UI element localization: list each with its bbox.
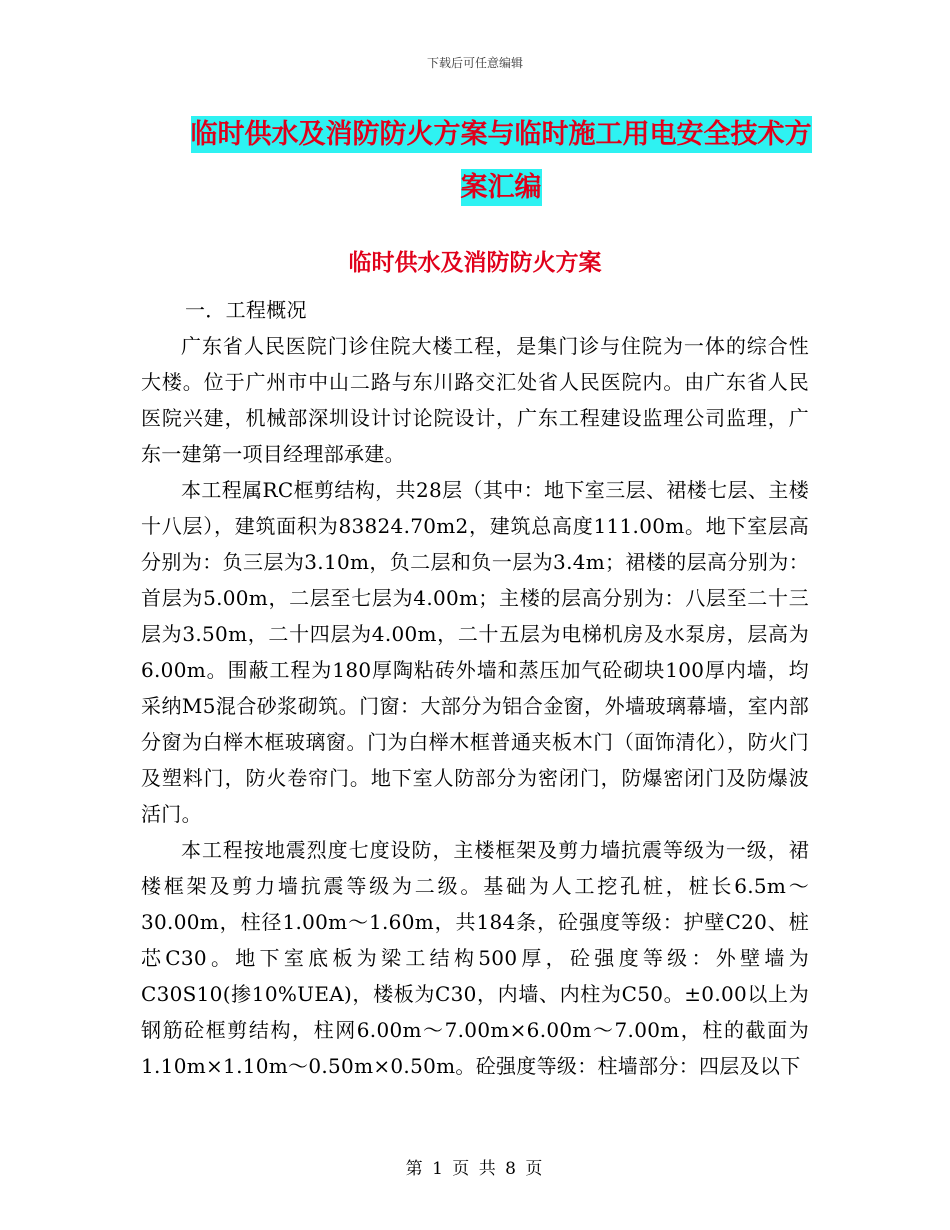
section-heading-overview: 一．工程概况 [185, 298, 307, 322]
paragraph-2: 本工程属RC框剪结构，共28层（其中：地下室三层、裙楼七层、主楼十八层），建筑面积为83824.70m2，建筑总高度111.00m。地下室层高分别为：负三层为3.10m，负二层和负一层为3.4m；裙楼的层高分别为：首层为5.00m，二层至七层为4.00m；主楼的层高分别为：八层至二十三层为3.50m，二十四层为4.00m，二十五层为电梯机房及水泵房，层高为6.00m。围蔽工程为180厚陶粘砖外墙和蒸压加气砼砌块100厚内墙，均采纳M5混合砂浆砌筑。门窗：大部分为铝合金窗，外墙玻璃幕墙，室内部分窗为白榉木框玻璃窗。门为白榉木框普通夹板木门（面饰清化），防火门及塑料门，防火卷帘门。地下室人防部分为密闭门，防爆密闭门及防爆波活门。 [141, 478, 809, 826]
document-title [186, 108, 816, 214]
paragraph-3: 本工程按地震烈度七度设防，主楼框架及剪力墙抗震等级为一级，裙楼框架及剪力墙抗震等级为二级。基础为人工挖孔桩，桩长6.5m～30.00m，柱径1.00m～1.60m，共184条，砼强度等级：护壁C20、桩芯C30。地下室底板为梁工结构500厚，砼强度等级：外壁墙为C30S10(掺10%UEA)，楼板为C30，内墙、内柱为C50。±0.00以上为钢筋砼框剪结构，柱网6.00m～7.00m×6.00m～7.00m，柱的截面为1.10m×1.10m～0.50m×0.50m。砼强度等级：柱墙部分：四层及以下 [141, 838, 809, 1078]
document-body [141, 292, 809, 1084]
section-title: 临时供水及消防防火方案 [348, 250, 602, 276]
document-title-text: 临时供水及消防防火方案与临时施工用电安全技术方案汇编 [191, 116, 812, 206]
header-note: 下载后可任意编辑 [426, 56, 523, 70]
paragraph-1: 广东省人民医院门诊住院大楼工程，是集门诊与住院为一体的综合性大楼。位于广州市中山二路与东川路交汇处省人民医院内。由广东省人民医院兴建，机械部深圳设计讨论院设计，广东工程建设监理公司监理，广东一建第一项目经理部承建。 [141, 334, 809, 466]
page-footer: 第 1 页 共 8 页 [405, 1159, 545, 1179]
